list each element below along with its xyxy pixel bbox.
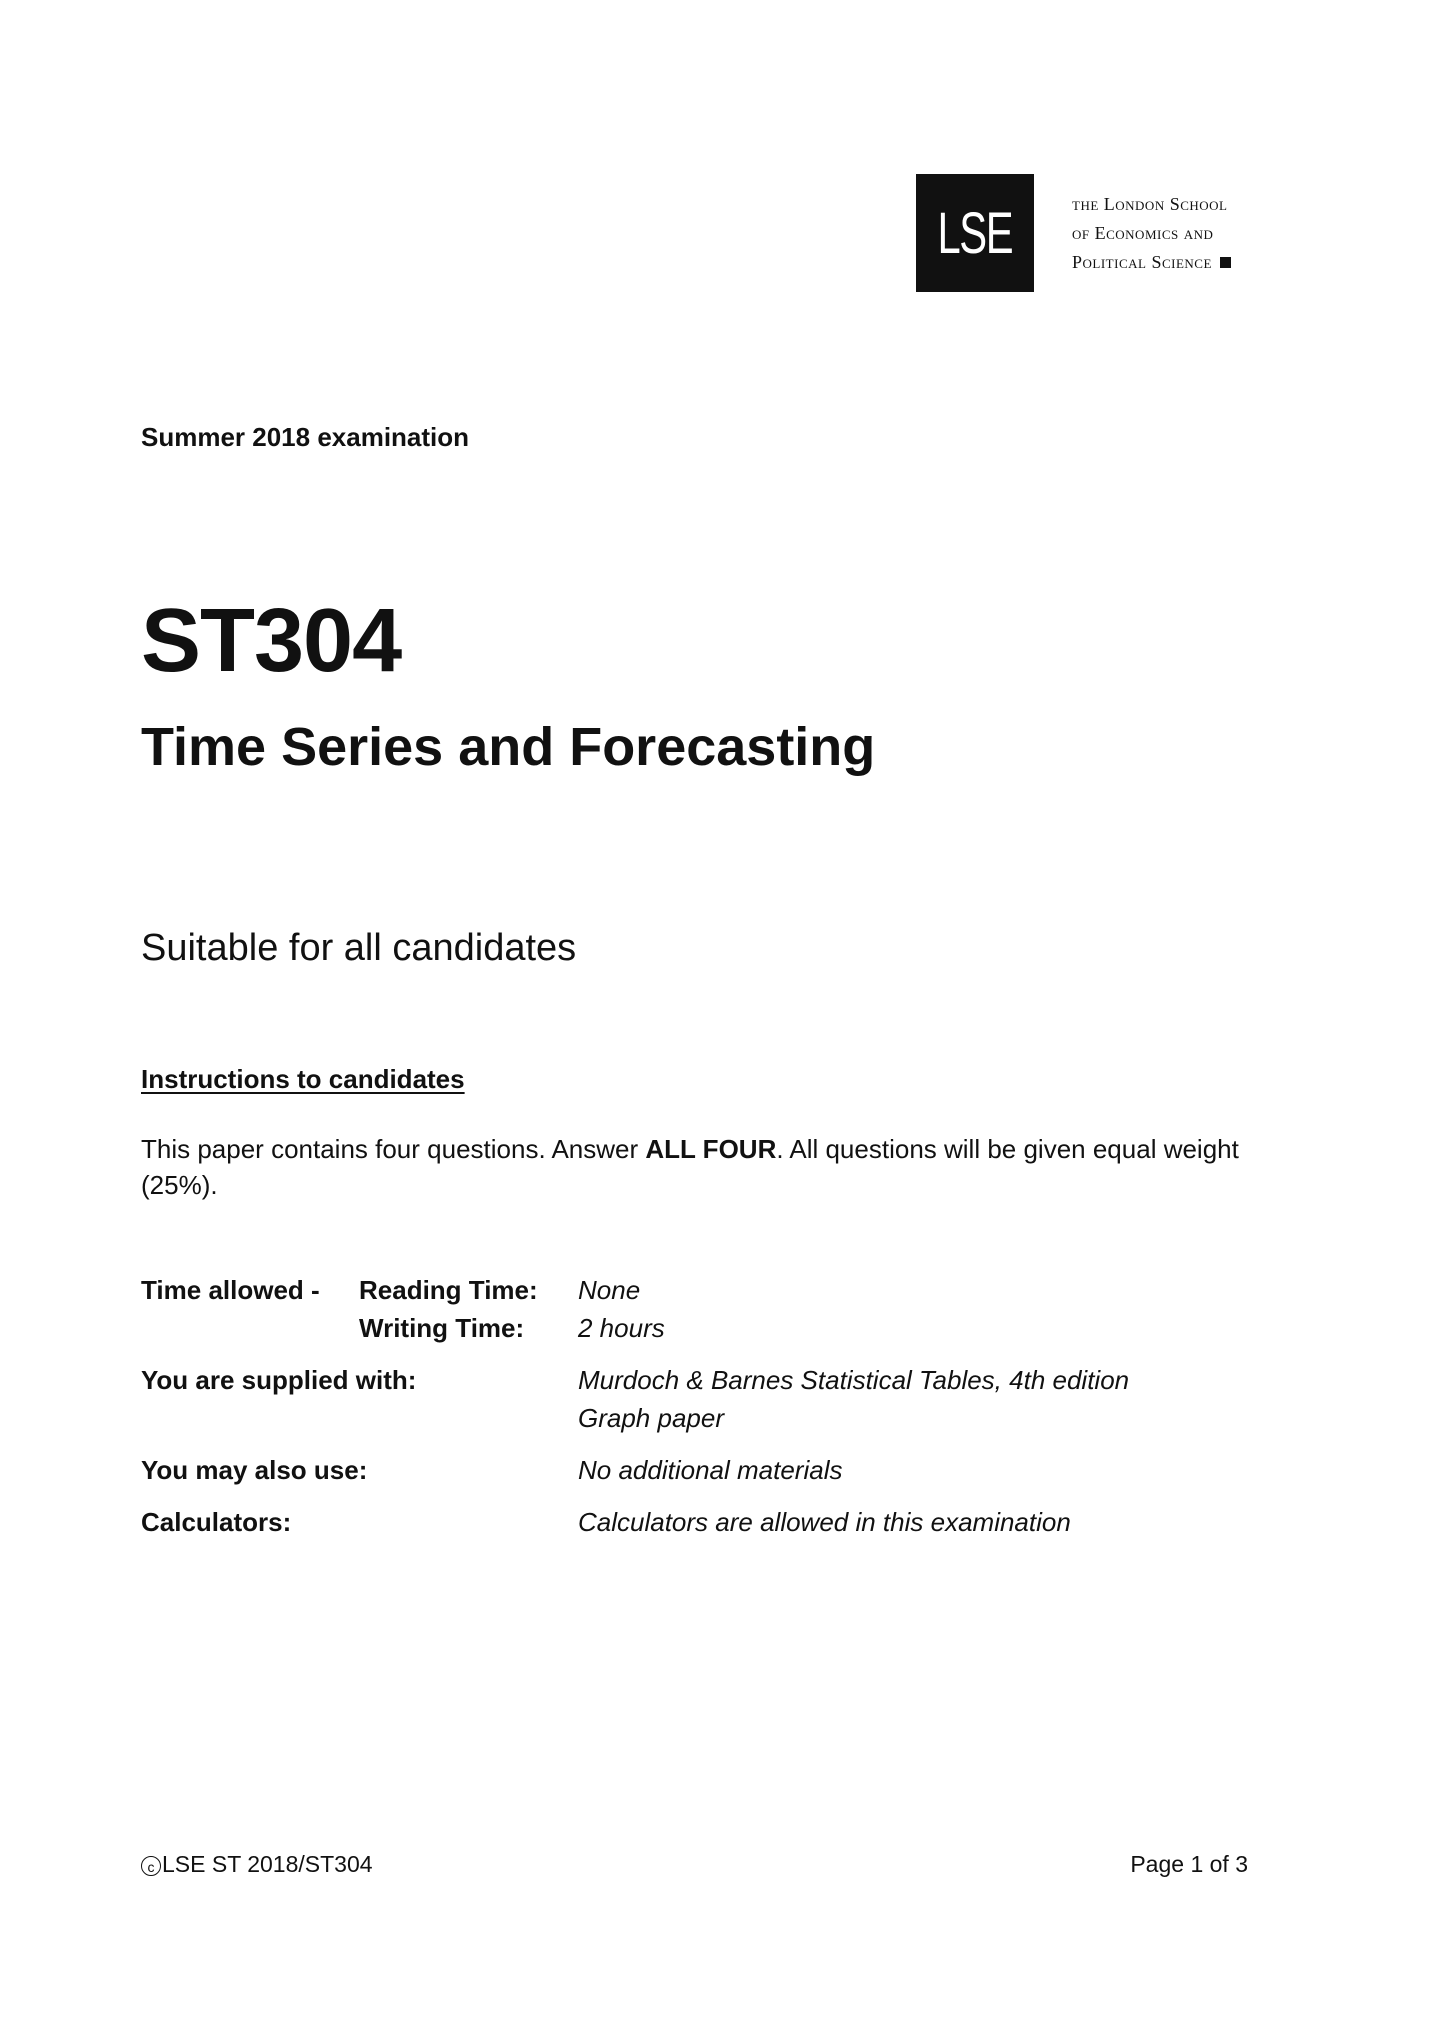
supplied-value-tables: Murdoch & Barnes Statistical Tables, 4th edition bbox=[578, 1365, 1130, 1395]
instructions-text bbox=[141, 1131, 1281, 1203]
logo-line-3: Political Science bbox=[1072, 251, 1212, 272]
instructions-text-start: This paper contains four questions. Answer bbox=[141, 1134, 646, 1164]
copyright-text: LSE ST 2018/ST304 bbox=[162, 1851, 373, 1877]
course-code: ST304 bbox=[141, 591, 402, 691]
page-number: Page 1 of 3 bbox=[1130, 1851, 1248, 1877]
instructions-heading: Instructions to candidates bbox=[141, 1064, 465, 1094]
exam-session: Summer 2018 examination bbox=[141, 422, 470, 452]
logo-line-2: of Economics and bbox=[1072, 222, 1214, 243]
course-title: Time Series and Forecasting bbox=[141, 717, 876, 777]
may-use-value: No additional materials bbox=[578, 1455, 843, 1485]
candidate-suitability: Suitable for all candidates bbox=[141, 927, 577, 969]
logo-line-1: the London School bbox=[1072, 193, 1228, 214]
reading-time-label: Reading Time: bbox=[359, 1275, 538, 1305]
time-allowed-label: Time allowed - bbox=[141, 1275, 320, 1305]
copyright-notice bbox=[141, 1851, 373, 1878]
lse-logo-wordmark bbox=[1072, 190, 1231, 277]
lse-logo-mark-text: LSE bbox=[937, 200, 1013, 266]
lse-logo-mark bbox=[916, 174, 1034, 292]
instructions-text-end: . All questions will be given equal weight (25%). bbox=[141, 1134, 1239, 1200]
instructions-emphasis: ALL FOUR bbox=[645, 1134, 777, 1164]
calculators-label: Calculators: bbox=[141, 1507, 292, 1537]
logo-square-icon bbox=[1220, 257, 1231, 268]
writing-time-value: 2 hours bbox=[578, 1313, 665, 1343]
supplied-label: You are supplied with: bbox=[141, 1365, 417, 1395]
writing-time-label: Writing Time: bbox=[359, 1313, 525, 1343]
lse-logo bbox=[916, 174, 1231, 292]
copyright-icon: c bbox=[141, 1856, 161, 1876]
logo-line-3-row bbox=[1072, 248, 1231, 277]
supplied-value-graph-paper: Graph paper bbox=[578, 1403, 724, 1433]
calculators-value: Calculators are allowed in this examination bbox=[578, 1507, 1071, 1537]
reading-time-value: None bbox=[578, 1275, 641, 1305]
may-use-label: You may also use: bbox=[141, 1455, 368, 1485]
